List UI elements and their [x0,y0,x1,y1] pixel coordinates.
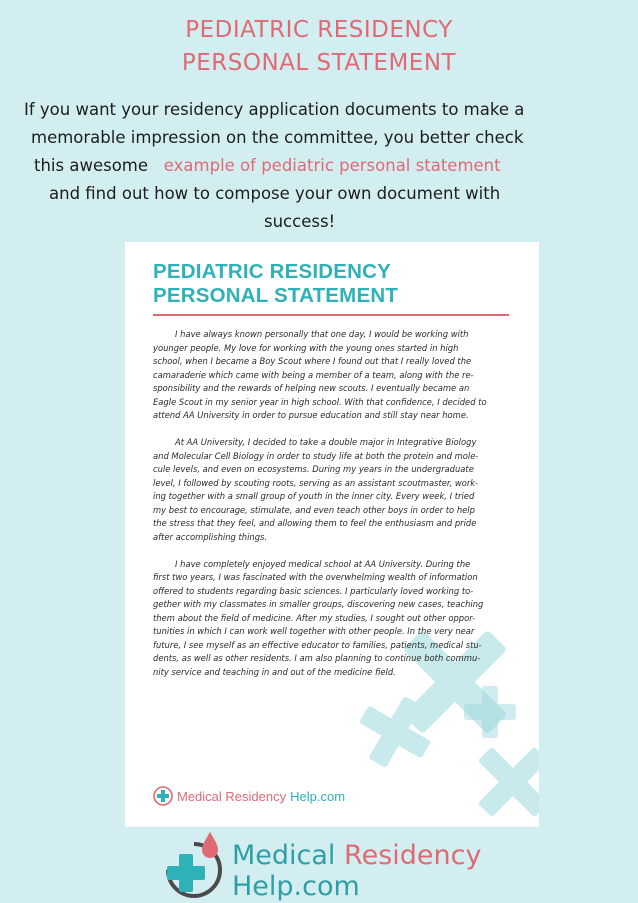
intro-line5: success! [264,212,336,231]
medical-cross-icon [158,830,228,902]
document-title-line2: PERSONAL STATEMENT [153,284,399,307]
document-logo-part1: Medical Residency [177,788,287,804]
document-line: cule levels, and even on ecosystems. During my years in the undergraduate [153,464,474,474]
document-line: At AA University, I decided to take a double major in Integrative Biology [175,437,477,447]
intro-line1: If you want your residency application documents to make a [24,100,525,119]
document-line: the stress that they feel, and allowing them to feel the enthusiasm and pride [153,518,477,528]
document-title-line1: PEDIATRIC RESIDENCY [153,260,392,283]
footer-brand-word1: Medical [232,840,336,871]
footer-brand-line1 [232,840,481,871]
document-line: Eagle Scout in my senior year in high school. With that confidence, I decided to [153,396,487,407]
document-line: school, when I became a Boy Scout where I found out that I really loved the [153,356,472,366]
document-line: after accomplishing things. [153,531,268,542]
document-line: tunities in which I can work well together with other people. In the very near [153,626,475,636]
document-line: my best to encourage, stimulate, and even teach other boys in order to help [153,504,475,515]
intro-text [14,96,624,236]
document-paragraph [153,328,509,423]
page-title-line2: PERSONAL STATEMENT [181,50,457,76]
page-title [0,14,638,80]
document-line: future, I see myself as an effective educator to families, patients, medical stu- [153,639,482,650]
footer-logo [158,828,518,903]
footer-brand [232,840,481,902]
document-line: attend AA University in order to pursue education and still stay near home. [153,410,469,420]
document-line: first two years, I was fascinated with the overwhelming wealth of information [153,572,478,582]
document-line: and Molecular Cell Biology in order to study life at both the protein and mole- [153,450,479,461]
document-line: them about the field of medicine. After my studies, I sought out other oppor- [153,612,476,623]
document-line: I have always known personally that one day, I would be working with [175,329,469,339]
document-line: I have completely enjoyed medical school at AA University. During the [175,558,471,569]
document-logo [153,786,345,806]
document-line: offered to students regarding basic sciences. I particularly loved working to- [153,585,474,596]
intro-line3 [14,152,624,180]
document-line: dents, as well as other residents. I am also planning to continue both commu- [153,653,481,663]
document-logo-part2: Help.com [290,788,346,804]
document-line: level, I followed by scouting roots, serving as an assistant scoutmaster, work- [153,477,479,488]
document-body [153,328,509,693]
example-link[interactable]: example of pediatric personal statement [163,156,501,175]
document-line: nity service and teaching in and out of the medicine field. [153,666,396,677]
document-line: sponsibility and the rewards of helping new scouts. I eventually became an [153,383,470,393]
document-line: gether with my classmates in smaller groups, discovering new cases, teaching [153,599,484,609]
footer-brand-word2: Residency [344,840,482,871]
sample-document[interactable] [125,242,539,827]
document-paragraph [153,558,509,680]
intro-line2: memorable impression on the committee, you better check [31,128,524,147]
footer-brand-line2: Help.com [232,871,360,902]
document-line: younger people. My love for working with the young ones started in high [153,342,459,353]
document-line: ing together with a small group of youth in the inner city. Every week, I tried [153,491,475,501]
page-title-line1: PEDIATRIC RESIDENCY [185,17,453,43]
intro-line3-prefix: this awesome [34,156,149,175]
document-divider [153,314,509,316]
document-paragraph [153,436,509,544]
medical-cross-icon [153,786,173,806]
intro-line4: and find out how to compose your own document with [49,184,501,203]
document-line: camaraderie which came with being a member of a team, along with the re- [153,369,474,380]
document-title [153,260,398,308]
